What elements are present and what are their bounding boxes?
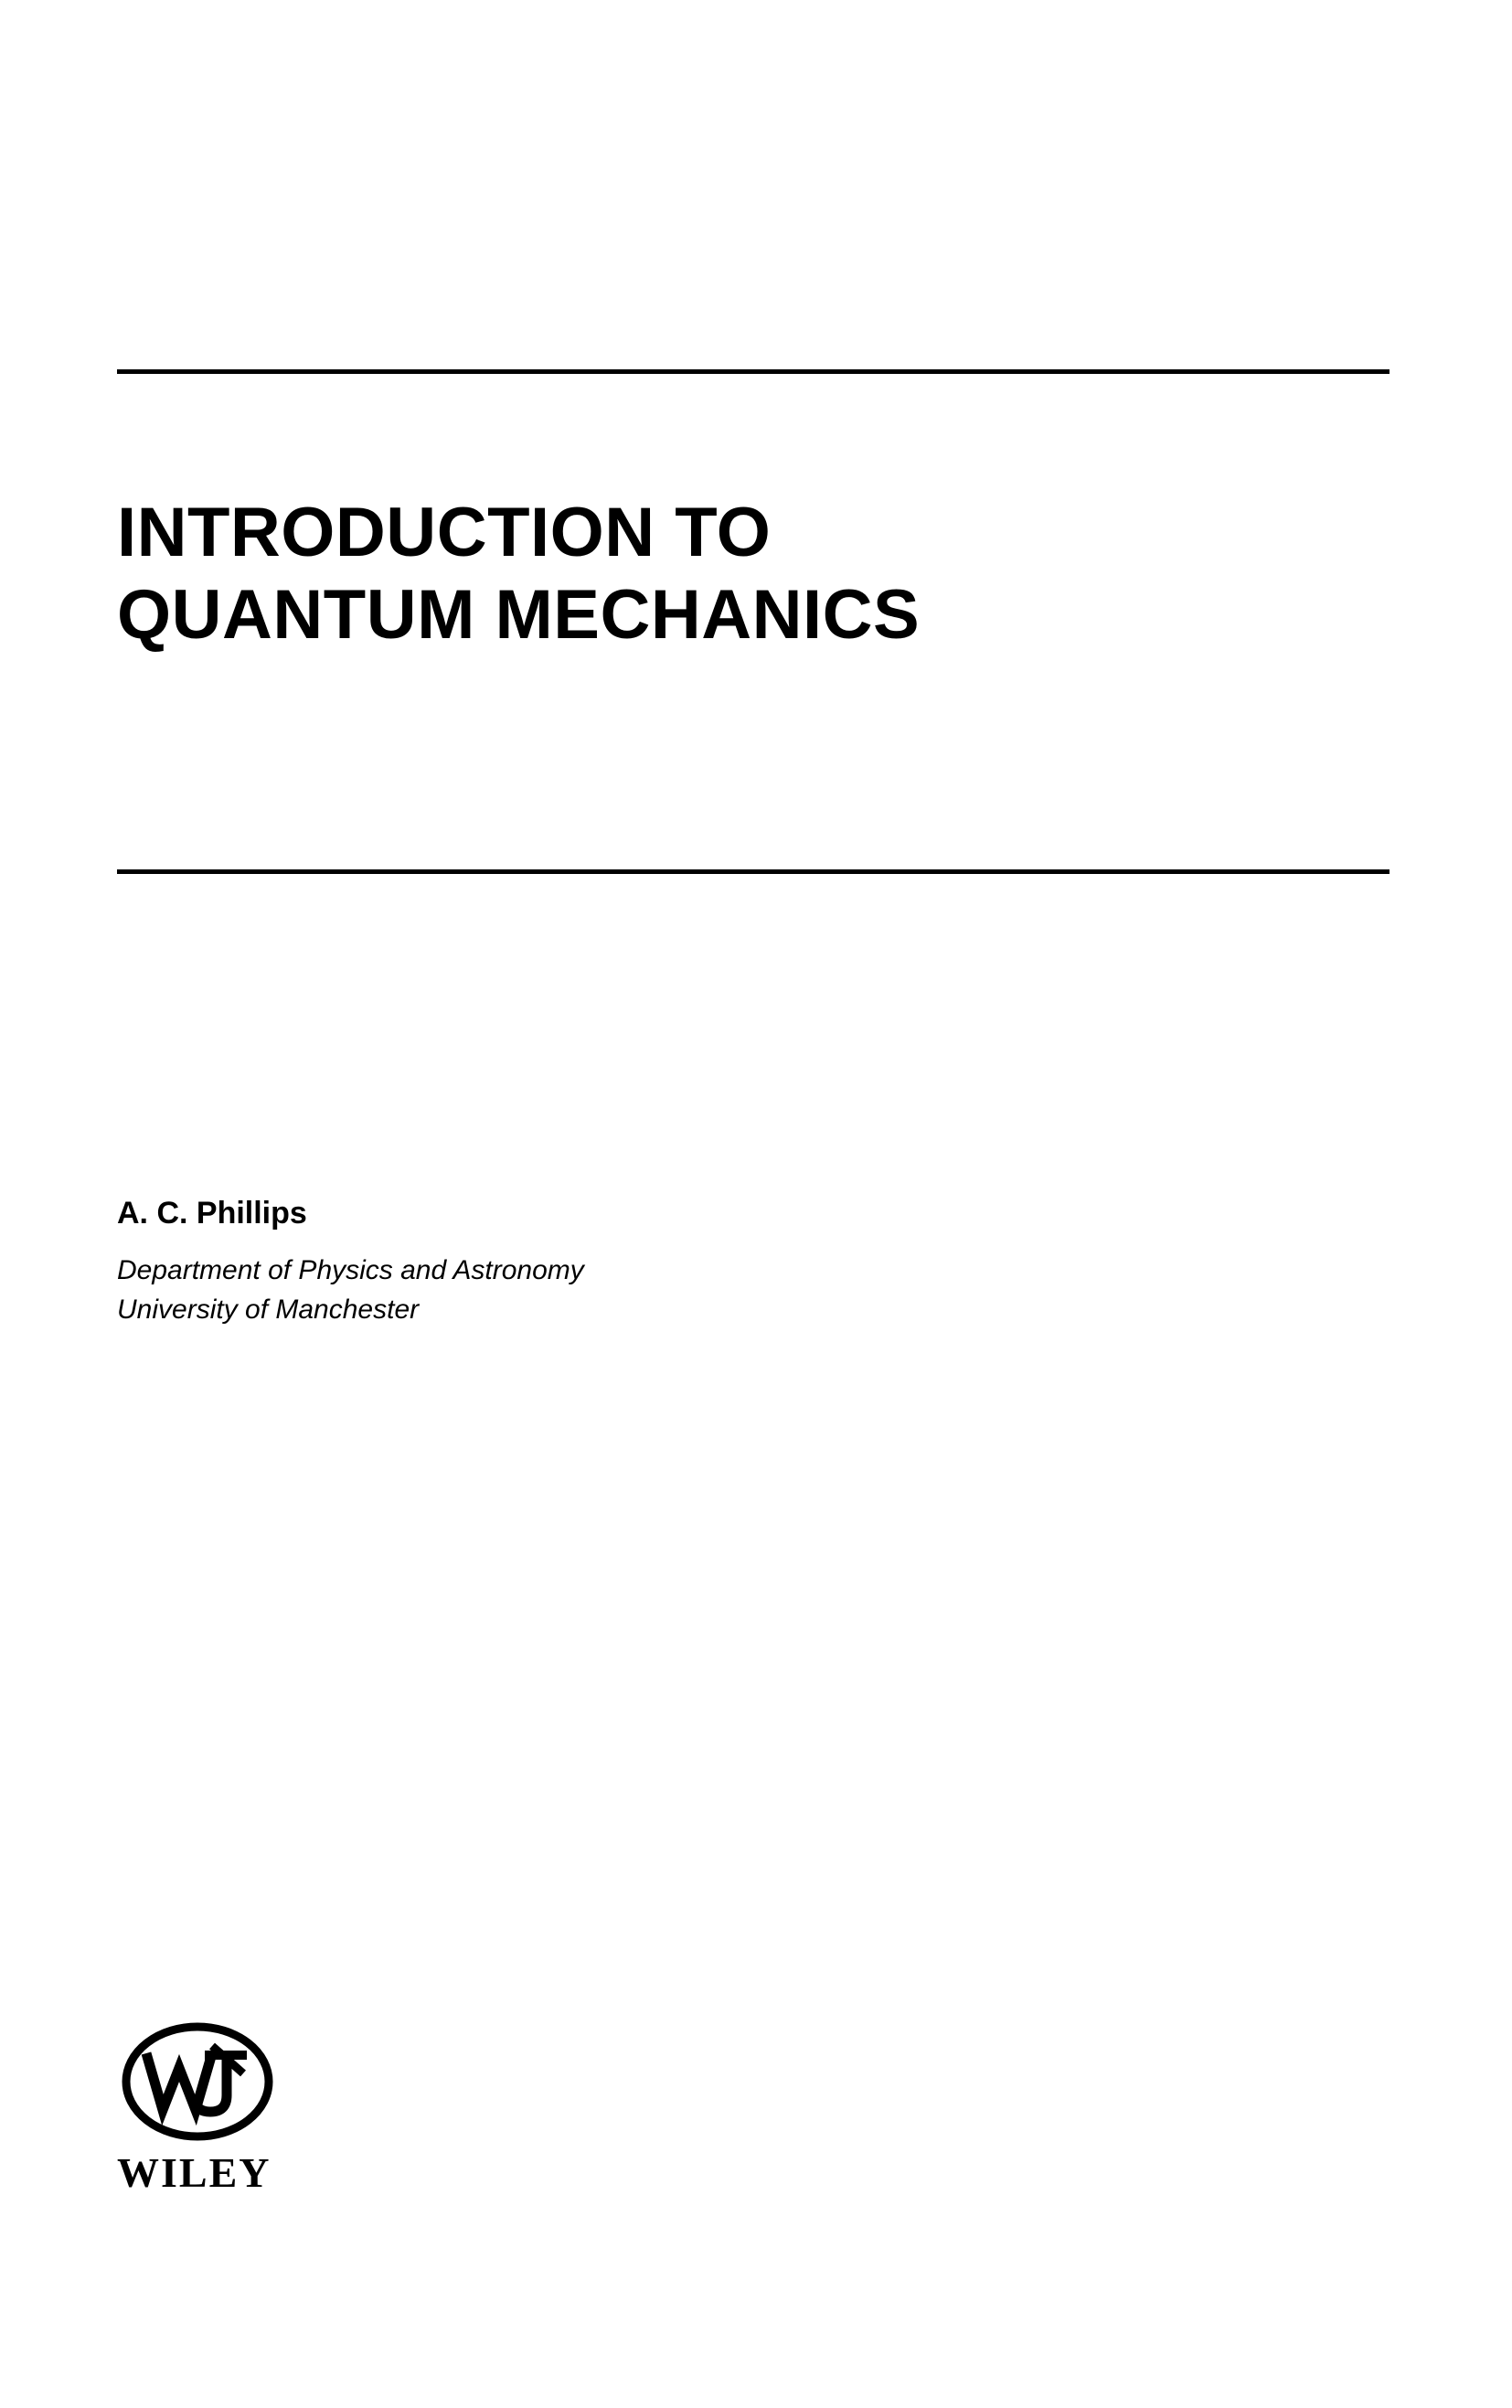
publisher-name: WILEY xyxy=(117,2149,272,2196)
author-affiliation-line-1: Department of Physics and Astronomy xyxy=(117,1255,584,1286)
title-rule-bottom xyxy=(117,869,1390,874)
book-title-line-1: INTRODUCTION TO xyxy=(117,494,772,571)
author-affiliation-line-2: University of Manchester xyxy=(117,1294,420,1325)
wiley-logo-icon xyxy=(110,2022,285,2141)
author-name: A. C. Phillips xyxy=(117,1196,307,1231)
book-title xyxy=(117,492,1397,655)
title-rule-top xyxy=(117,369,1390,374)
author-block xyxy=(117,1193,1214,1329)
publisher-block xyxy=(110,2022,347,2197)
book-title-line-2: QUANTUM MECHANICS xyxy=(117,575,921,654)
